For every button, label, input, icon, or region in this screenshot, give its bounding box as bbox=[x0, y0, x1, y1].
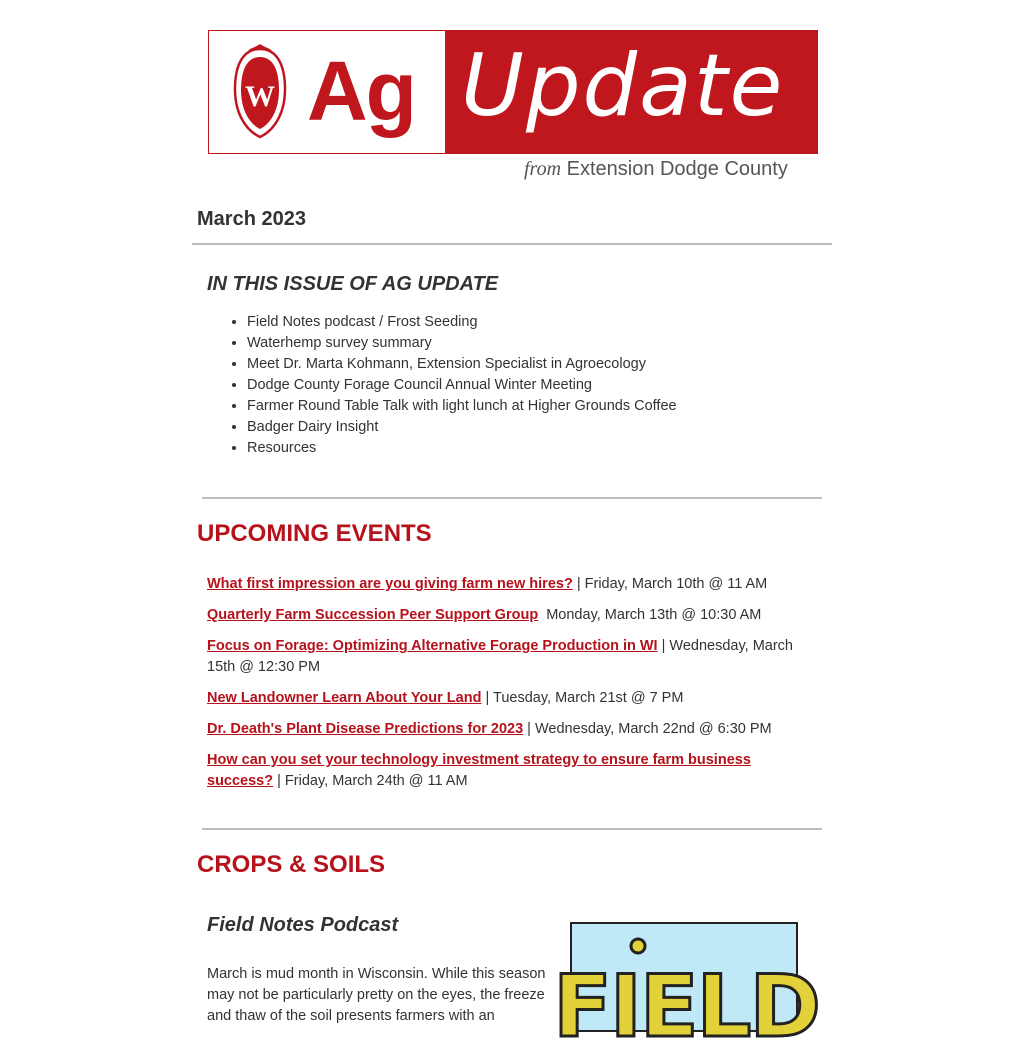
list-item: • Meet Dr. Marta Kohmann, Extension Specialist in Agroecology bbox=[247, 354, 677, 375]
article-body: March is mud month in Wisconsin. While this season may not be particularly pretty on the eyes, the freeze and thaw of the soil presents farmers with an bbox=[207, 966, 546, 1024]
section-heading-events: UPCOMING EVENTS bbox=[197, 520, 432, 547]
event-link[interactable]: Focus on Forage: Optimizing Alternative Forage Production in WI bbox=[207, 638, 658, 654]
event-item bbox=[207, 719, 797, 740]
event-detail: | Wednesday, March 22nd @ 6:30 PM bbox=[523, 721, 772, 737]
field-notes-image bbox=[553, 922, 819, 1039]
event-link[interactable]: How can you set your technology investment strategy to ensure farm business success? bbox=[207, 752, 751, 789]
list-item: • Resources bbox=[247, 438, 677, 459]
events-list bbox=[207, 574, 797, 802]
toc-list bbox=[247, 312, 677, 459]
list-item: • Field Notes podcast / Frost Seeding bbox=[247, 312, 677, 333]
event-link[interactable]: Quarterly Farm Succession Peer Support Group bbox=[207, 607, 539, 623]
issue-date: March 2023 bbox=[197, 208, 306, 230]
divider bbox=[192, 243, 832, 245]
event-detail: | Wednesday, March 15th @ 12:30 PM bbox=[207, 638, 793, 675]
event-detail: | Tuesday, March 21st @ 7 PM bbox=[481, 690, 684, 706]
ag-update-banner bbox=[208, 30, 817, 154]
section-heading-crops: CROPS & SOILS bbox=[197, 851, 386, 878]
event-item bbox=[207, 605, 797, 626]
crest-letter: W bbox=[245, 80, 275, 113]
list-item: • Farmer Round Table Talk with light lunch at Higher Grounds Coffee bbox=[247, 396, 677, 417]
field-word: FIELD bbox=[553, 957, 819, 1039]
divider bbox=[202, 497, 822, 499]
event-item bbox=[207, 636, 797, 678]
article-title: Field Notes Podcast bbox=[207, 914, 399, 936]
list-item: • Dodge County Forage Council Annual Winter Meeting bbox=[247, 375, 677, 396]
event-detail: | Friday, March 10th @ 11 AM bbox=[572, 576, 768, 592]
event-item bbox=[207, 750, 767, 792]
event-item bbox=[207, 688, 797, 709]
field-notes-artwork bbox=[553, 924, 819, 1039]
event-detail: Monday, March 13th @ 10:30 AM bbox=[538, 607, 762, 623]
list-item: • Waterhemp survey summary bbox=[247, 333, 677, 354]
banner-subtitle bbox=[524, 158, 788, 181]
divider bbox=[202, 828, 822, 830]
from-word: from bbox=[524, 158, 562, 180]
ag-wordmark: Ag bbox=[307, 44, 415, 138]
uw-crest-logo bbox=[229, 43, 291, 141]
list-item: • Badger Dairy Insight bbox=[247, 417, 677, 438]
newsletter bbox=[192, 0, 832, 1039]
banner-red-panel bbox=[445, 30, 818, 154]
event-link[interactable]: New Landowner Learn About Your Land bbox=[207, 690, 482, 706]
event-item bbox=[207, 574, 797, 595]
event-link[interactable]: Dr. Death's Plant Disease Predictions for 2023 bbox=[207, 721, 524, 737]
update-wordmark: Update bbox=[461, 36, 785, 136]
event-detail: | Friday, March 24th @ 11 AM bbox=[273, 773, 468, 789]
toc-heading: IN THIS ISSUE OF AG UPDATE bbox=[207, 273, 499, 295]
event-link[interactable]: What first impression are you giving farm new hires? bbox=[207, 576, 573, 592]
extension-name: Extension Dodge County bbox=[561, 158, 788, 180]
